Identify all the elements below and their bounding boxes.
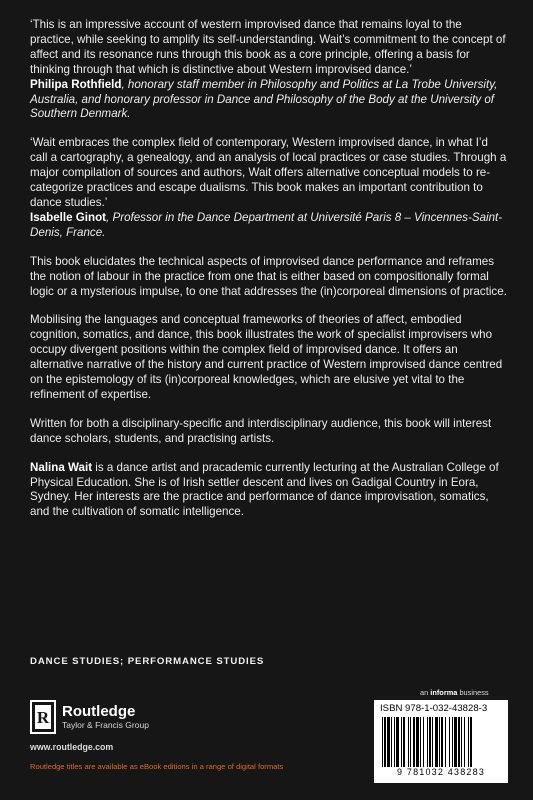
back-cover-text <box>30 18 508 520</box>
endorser-affiliation-1: , honorary staff member in Philosophy and Politics at La Trobe University, Australia, and honorary professor in Dance and Philosophy of the Body at the University of Southern Denmark. <box>30 77 498 121</box>
publisher-group: Taylor & Francis Group <box>62 720 149 731</box>
publisher-block <box>30 700 310 752</box>
routledge-logo-icon <box>30 700 56 734</box>
isbn-barcode <box>374 700 508 783</box>
endorser-name-2: Isabelle Ginot <box>30 210 107 224</box>
publisher-website: www.routledge.com <box>30 742 114 752</box>
endorsement-attribution-1 <box>30 78 508 123</box>
author-name: Nalina Wait <box>30 460 93 474</box>
subject-categories: DANCE STUDIES; PERFORMANCE STUDIES <box>30 656 265 667</box>
isbn-label: ISBN 978-1-032-43828-3 <box>380 703 488 714</box>
author-bio-text: is a dance artist and pracademic currently lecturing at the Australian College of Physical Education. She is of Irish settler descent and lives on Gadigal Country in Eora, Sydney. Her interests are the practice and performance of dance improvisation, somatics, and the cultivation of somatic intelligence. <box>30 460 499 519</box>
endorser-affiliation-2: , Professor in the Dance Department at Université Paris 8 – Vincennes-Saint-Denis, France. <box>30 210 503 239</box>
endorsement-quote-1: ‘This is an impressive account of western improvised dance that remains loyal to the practice, while seeking to amplify its self-understanding. Wait’s commitment to the concept of affect and its resonance runs through this book as a core principle, offering a basis for thinking through that which is distinctive about Western improvised dance.’ <box>30 18 506 76</box>
description-paragraph-1: This book elucidates the technical aspects of improvised dance performance and reframes the notion of labour in the practice from one that is either based on compositionally formal logic or a mysterious impulse, to one that addresses the (in)corporeal dimensions of practice. <box>30 254 507 298</box>
publisher-logo <box>30 700 310 734</box>
description-paragraph-2: Mobilising the languages and conceptual frameworks of theories of affect, embodied cognition, somatics, and dance, this book illustrates the work of specialist improvisers who occupy divergent positions within the complex field of improvised dance. It offers an alternative narrative of the history and current practice of Western improvised dance centred on the epistemology of its (in)corporeal knowledges, which are elusive yet vital to the refinement of expertise. <box>30 313 503 401</box>
endorsement-quote-2: ‘Wait embraces the complex field of contemporary, Western improvised dance, in what I’d call a cartography, a genealogy, and an analysis of local practices or case studies. Through a major compilation of sources and authors, Wait offers alternative conceptual models to re-categorize practices and escape dualisms. This book makes an important contribution to dance studies.’ <box>30 136 507 209</box>
ebook-availability-note: Routledge titles are available as eBook editions in a range of digital formats <box>30 762 284 771</box>
author-bio <box>30 461 508 521</box>
publisher-name: Routledge <box>62 703 136 721</box>
svg-text:R: R <box>36 708 50 727</box>
barcode-bars <box>380 717 502 769</box>
description-paragraph-3: Written for both a disciplinary-specific and interdisciplinary audience, this book will interest dance scholars, students, and practising artists. <box>30 416 492 445</box>
endorser-name-1: Philipa Rothfield <box>30 77 122 91</box>
informa-business-label: an informa business <box>420 688 489 697</box>
endorsement-attribution-2 <box>30 211 508 241</box>
barcode-digits: 9 781032 438283 <box>396 767 486 777</box>
